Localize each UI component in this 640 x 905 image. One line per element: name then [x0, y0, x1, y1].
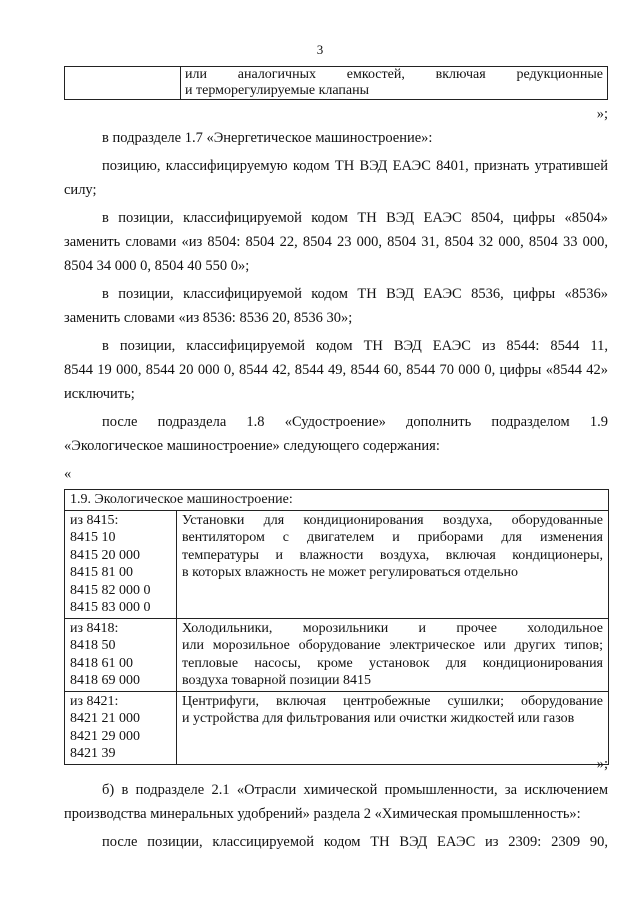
- desc-cell-8418: [177, 618, 609, 691]
- para-5-line-2: 8544 19 000, 8544 20 000 0, 8544 42, 8544 49, 8544 60, 8544 70 000 0, цифры «8544 42»: [64, 362, 608, 378]
- codes-cell-8415: [65, 510, 177, 618]
- table-row: [65, 691, 609, 764]
- continued-table: [64, 66, 608, 100]
- para-4-line-2: заменить словами «из 8536: 8536 20, 8536 30»;: [64, 310, 353, 326]
- code: 8415 82 000 0: [70, 582, 151, 598]
- page-number: 3: [316, 42, 324, 57]
- desc-line: воздуха товарной позиции 8415: [182, 673, 371, 688]
- para-4-line-1: в позиции, классифицируемой кодом ТН ВЭД ЕАЭС 8536, цифры «8536»: [102, 286, 608, 302]
- desc-line: и устройства для фильтрования или очистки жидкостей или газов: [182, 711, 575, 726]
- closing-quote-1: »;: [596, 106, 608, 122]
- opening-quote: «: [64, 466, 72, 482]
- code: 8418 61 00: [70, 655, 133, 671]
- after-line-3: после позиции, классицируемой кодом ТН ВЭД ЕАЭС из 2309: 2309 90,: [102, 834, 608, 850]
- desc-line: тепловые насосы, кроме установок для кондиционирования: [182, 655, 603, 671]
- code: 8421 21 000: [70, 711, 140, 726]
- para-5-line-1: в позиции, классифицируемой кодом ТН ВЭД ЕАЭС из 8544: 8544 11,: [102, 338, 608, 354]
- desc-line: Холодильники, морозильники и прочее холодильное: [182, 620, 603, 636]
- eco-machinery-table: [64, 489, 609, 765]
- code: из 8418:: [70, 620, 119, 636]
- after-line-1: б) в подразделе 2.1 «Отрасли химической промышленности, за исключением: [102, 782, 608, 798]
- code: из 8415:: [70, 512, 119, 528]
- desc-cell-8421: [177, 691, 609, 764]
- code: 8415 83 000 0: [70, 600, 151, 615]
- table-row: [65, 618, 609, 691]
- para-3-line-2: заменить словами «из 8504: 8504 22, 8504 23 000, 8504 31, 8504 32 000, 8504 33 000,: [64, 234, 608, 250]
- empty-code-cell: [65, 67, 181, 100]
- eco-table-header: 1.9. Экологическое машиностроение:: [65, 490, 609, 511]
- code: 8418 69 000: [70, 673, 140, 688]
- code: 8421 29 000: [70, 728, 140, 744]
- para-5-line-3: исключить;: [64, 386, 135, 402]
- table-row: [65, 510, 609, 618]
- code: 8415 20 000: [70, 547, 140, 563]
- para-2-line-2: силу;: [64, 182, 97, 198]
- desc-line: или морозильное оборудование электрическое или других типов;: [182, 638, 603, 653]
- para-3-line-3: 8504 34 000 0, 8504 40 550 0»;: [64, 258, 250, 274]
- continued-desc-cell: [181, 67, 608, 100]
- codes-cell-8418: [65, 618, 177, 691]
- codes-cell-8421: [65, 691, 177, 764]
- after-line-2: производства минеральных удобрений» раздела 2 «Химическая промышленность»:: [64, 806, 581, 822]
- code: 8418 50: [70, 638, 116, 653]
- code: 8421 39: [70, 746, 116, 761]
- para-6-line-1: после подраздела 1.8 «Судостроение» дополнить подразделом 1.9: [102, 414, 608, 430]
- code: 8415 10: [70, 530, 116, 545]
- desc-line: вентилятором с двигателем и приборами для изменения: [182, 530, 603, 545]
- para-6-line-2: «Экологическое машиностроение» следующего содержания:: [64, 438, 440, 454]
- para-2-line-1: позицию, классифицируемую кодом ТН ВЭД ЕАЭС 8401, признать утратившей: [102, 158, 608, 174]
- desc-line: Центрифуги, включая центробежные сушилки; оборудование: [182, 693, 603, 709]
- desc-line: в которых влажность не может регулироваться отдельно: [182, 565, 518, 580]
- desc-line: температуры и влажности воздуха, включая кондиционеры,: [182, 547, 603, 563]
- desc-cell-8415: [177, 510, 609, 618]
- code: из 8421:: [70, 693, 119, 709]
- para-1: в подразделе 1.7 «Энергетическое машиностроение»:: [102, 130, 433, 146]
- closing-quote-2: »;: [596, 756, 608, 772]
- desc-line: Установки для кондиционирования воздуха, оборудованные: [182, 512, 603, 528]
- code: 8415 81 00: [70, 565, 133, 580]
- continued-line-1: или аналогичных емкостей, включая редукционные: [185, 67, 603, 82]
- continued-line-2: и терморегулируемые клапаны: [185, 83, 370, 98]
- para-3-line-1: в позиции, классифицируемой кодом ТН ВЭД ЕАЭС 8504, цифры «8504»: [102, 210, 608, 226]
